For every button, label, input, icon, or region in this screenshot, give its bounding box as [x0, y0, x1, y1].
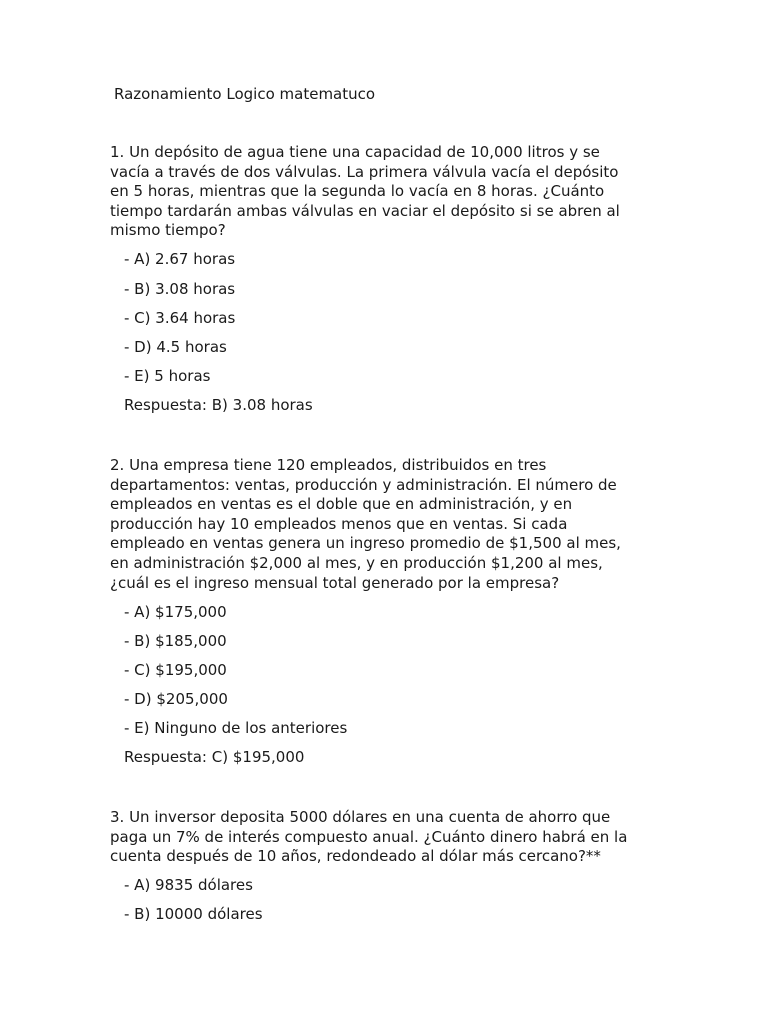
question-line: vacía a través de dos válvulas. La primera válvula vacía el depósito [110, 162, 619, 181]
option-b: - B) 3.08 horas [124, 279, 236, 298]
question-1 [110, 143, 670, 416]
question-line: ¿cuál es el ingreso mensual total generado por la empresa? [110, 573, 560, 592]
option-c: - C) 3.64 horas [124, 308, 236, 327]
option-d: - D) $205,000 [124, 689, 228, 708]
option-c: - C) $195,000 [124, 660, 227, 679]
question-line: empleados en ventas es el doble que en administración, y en [110, 495, 573, 514]
option-e: - E) 5 horas [124, 366, 211, 385]
question-line: en 5 horas, mientras que la segunda lo vacía en 8 horas. ¿Cuánto [110, 182, 605, 201]
question-line: departamentos: ventas, producción y administración. El número de [110, 475, 617, 494]
answer-text: Respuesta: C) $195,000 [124, 748, 305, 767]
option-b: - B) $185,000 [124, 631, 227, 650]
option-a: - A) 9835 dólares [124, 876, 253, 895]
question-line: empleado en ventas genera un ingreso promedio de $1,500 al mes, [110, 534, 621, 553]
option-e: - E) Ninguno de los anteriores [124, 719, 348, 738]
answer-options [110, 250, 670, 386]
question-text [110, 808, 670, 867]
question-3 [110, 808, 670, 925]
option-a: - A) 2.67 horas [124, 250, 236, 269]
option-a: - A) $175,000 [124, 602, 227, 621]
question-line: 3. Un inversor deposita 5000 dólares en una cuenta de ahorro que [110, 808, 611, 826]
question-line: mismo tiempo? [110, 221, 226, 240]
question-line: paga un 7% de interés compuesto anual. ¿Cuánto dinero habrá en la [110, 827, 628, 846]
option-b: - B) 10000 dólares [124, 905, 263, 924]
option-d: - D) 4.5 horas [124, 337, 227, 356]
question-line: cuenta después de 10 años, redondeado al dólar más cercano?** [110, 847, 601, 866]
question-line: en administración $2,000 al mes, y en producción $1,200 al mes, [110, 553, 603, 572]
question-text [110, 143, 670, 241]
question-line: producción hay 10 empleados menos que en ventas. Si cada [110, 514, 568, 533]
question-line: tiempo tardarán ambas válvulas en vaciar el depósito si se abren al [110, 201, 620, 220]
answer-text: Respuesta: B) 3.08 horas [124, 395, 313, 414]
question-line: 2. Una empresa tiene 120 empleados, distribuidos en tres [110, 456, 547, 474]
answer-options [110, 876, 670, 925]
question-text [110, 456, 670, 593]
question-line: 1. Un depósito de agua tiene una capacidad de 10,000 litros y se [110, 143, 600, 161]
document-title: Razonamiento Logico matematuco [114, 85, 376, 103]
answer-options [110, 603, 670, 739]
question-2 [110, 456, 670, 768]
